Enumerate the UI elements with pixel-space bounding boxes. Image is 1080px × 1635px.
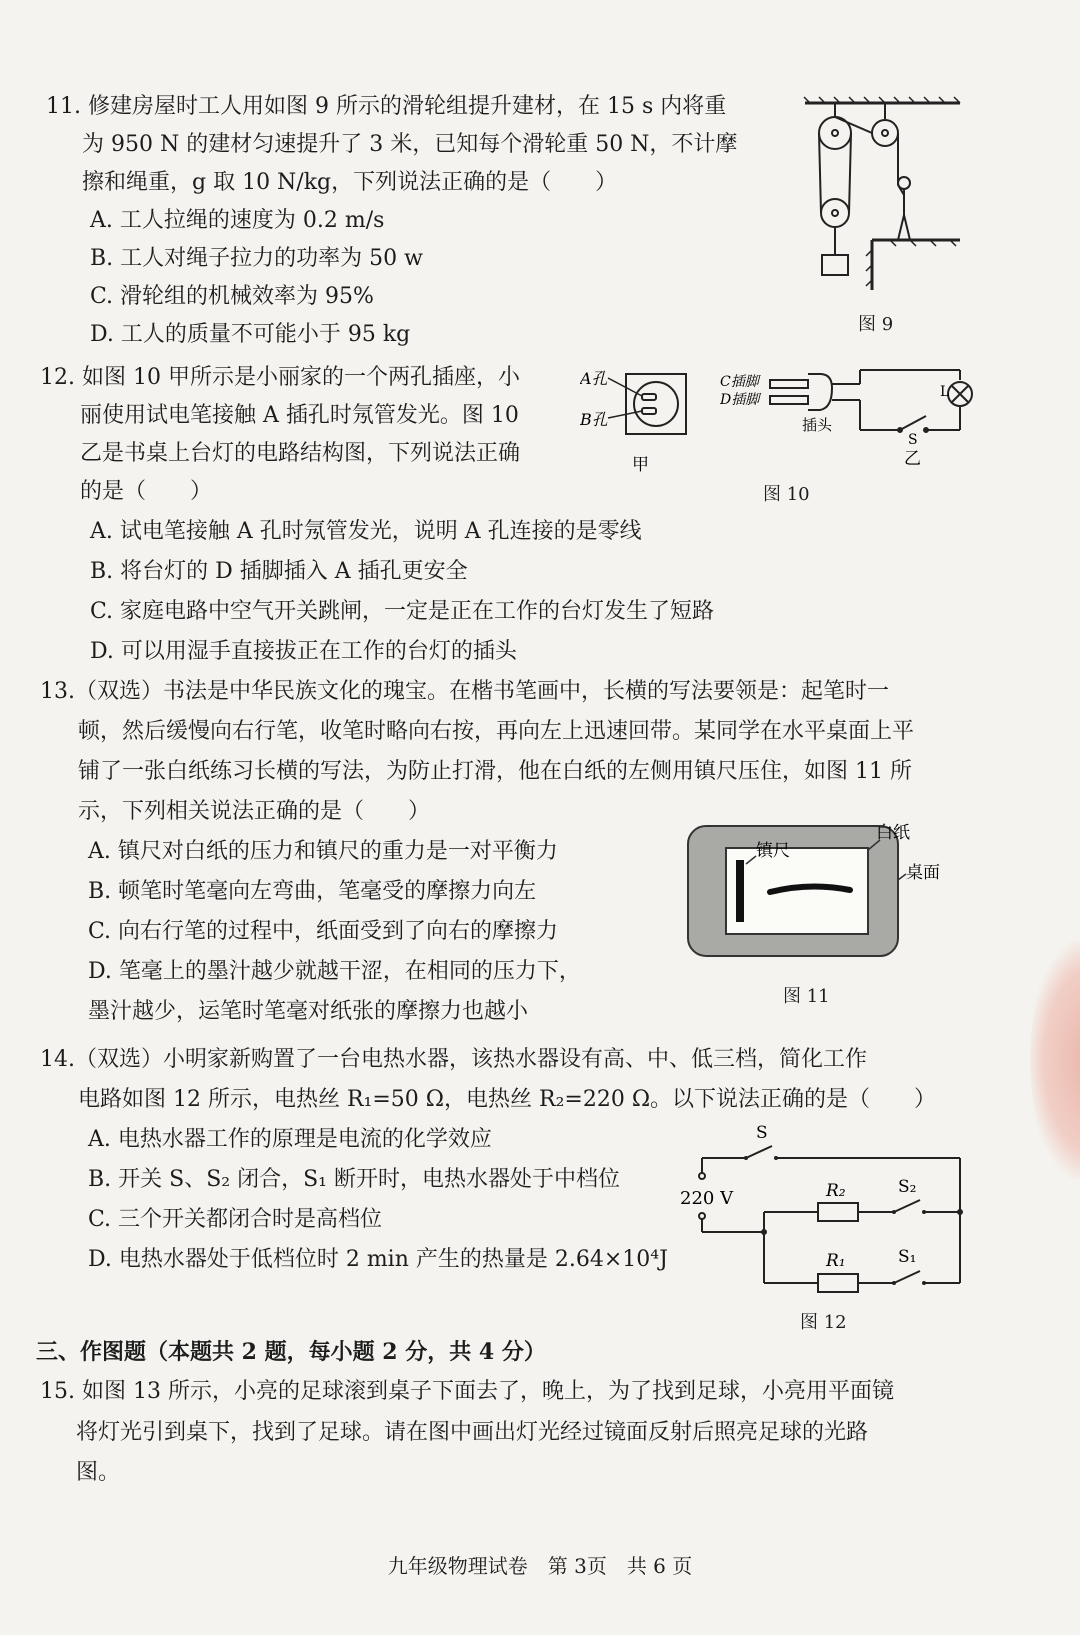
q11-option-a: A. 工人拉绳的速度为 0.2 m/s [90, 208, 385, 233]
q11-option-d: D. 工人的质量不可能小于 95 kg [90, 322, 411, 347]
figure-9-pulley [800, 95, 970, 295]
fig10-d-pin-label: D插脚 [720, 392, 760, 408]
figure-12-heater-circuit [680, 1118, 970, 1296]
fig10-yi-label: 乙 [904, 449, 921, 469]
q13-option-d-2: 墨汁越少，运笔时笔毫对纸张的摩擦力也越小 [88, 999, 529, 1024]
q13-option-a: A. 镇尺对白纸的压力和镇尺的重力是一对平衡力 [88, 839, 558, 864]
finger-blur [1030, 940, 1080, 1180]
fig10-a-hole-label: A孔 [580, 370, 608, 388]
figure-10-caption: 图 10 [763, 484, 810, 505]
q11-stem-2: 为 950 N 的建材匀速提升了 3 米，已知每个滑轮重 50 N，不计摩 [82, 132, 738, 157]
q12-stem-3: 乙是书桌上台灯的电路结构图，下列说法正确 [80, 441, 521, 466]
q12-stem-2: 丽使用试电笔接触 A 插孔时氖管发光。图 10 [80, 403, 519, 428]
q11-option-c: C. 滑轮组的机械效率为 95% [90, 284, 374, 309]
section-3-heading: 三、作图题（本题共 2 题，每小题 2 分，共 4 分） [36, 1339, 546, 1365]
q11-option-b: B. 工人对绳子拉力的功率为 50 w [90, 246, 423, 271]
q15-stem-2: 将灯光引到桌下，找到了足球。请在图中画出灯光经过镜面反射后照亮足球的光路 [76, 1420, 869, 1445]
fig12-r1-label: R₁ [826, 1251, 846, 1271]
q13-stem-3: 铺了一张白纸练习长横的写法，为防止打滑，他在白纸的左侧用镇尺压住，如图 11 所 [78, 759, 912, 784]
fig12-s1-label: S₁ [898, 1247, 917, 1267]
q12-stem-4: 的是（ ） [80, 479, 213, 504]
fig11-desk-label: 桌面 [906, 863, 940, 883]
fig12-s2-label: S₂ [898, 1177, 917, 1197]
fig12-voltage-label: 220 V [680, 1188, 734, 1209]
fig10-c-pin-label: C插脚 [720, 374, 759, 390]
q12-option-a: A. 试电笔接触 A 孔时氖管发光，说明 A 孔连接的是零线 [90, 519, 642, 544]
fig10-plug-label: 插头 [802, 416, 833, 434]
fig12-s-label: S [756, 1123, 768, 1143]
q13-option-d-1: D. 笔毫上的墨汁越少就越干涩，在相同的压力下， [88, 959, 581, 984]
page-footer: 九年级物理试卷 第 3页 共 6 页 [387, 1554, 693, 1578]
q12-option-c: C. 家庭电路中空气开关跳闸，一定是正在工作的台灯发生了短路 [90, 599, 715, 624]
q15-stem-3: 图。 [76, 1460, 121, 1485]
figure-9-caption: 图 9 [858, 314, 894, 335]
fig11-ruler-label: 镇尺 [756, 841, 790, 861]
fig12-r2-label: R₂ [826, 1181, 846, 1201]
figure-12-caption: 图 12 [800, 1312, 847, 1333]
fig10-switch-label: S [908, 432, 918, 448]
q13-stem-1: 13.（双选）书法是中华民族文化的瑰宝。在楷书笔画中，长横的写法要领是：起笔时一 [40, 679, 889, 704]
q13-stem-4: 示，下列相关说法正确的是（ ） [78, 799, 431, 824]
fig10-jia-label: 甲 [632, 455, 649, 475]
figure-11-desk [680, 820, 980, 970]
figure-10-socket [580, 370, 700, 480]
fig10-lamp-label: L [940, 384, 950, 400]
q12-option-b: B. 将台灯的 D 插脚插入 A 插孔更安全 [90, 559, 468, 584]
fig11-ruler [736, 860, 744, 922]
q15-stem-1: 15. 如图 13 所示，小亮的足球滚到桌子下面去了，晚上，为了找到足球，小亮用平面镜 [40, 1379, 894, 1404]
q12-option-d: D. 可以用湿手直接拔正在工作的台灯的插头 [90, 639, 517, 664]
fig11-paper-label: 白纸 [876, 823, 910, 843]
figure-11-caption: 图 11 [783, 986, 830, 1007]
q12-stem-1: 12. 如图 10 甲所示是小丽家的一个两孔插座，小 [40, 365, 520, 390]
figure-10-lamp-circuit [720, 368, 990, 480]
q13-option-b: B. 顿笔时笔毫向左弯曲，笔毫受的摩擦力向左 [88, 879, 537, 904]
q13-stem-2: 顿，然后缓慢向右行笔，收笔时略向右按，再向左上迅速回带。某同学在水平桌面上平 [78, 719, 915, 744]
q13-option-c: C. 向右行笔的过程中，纸面受到了向右的摩擦力 [88, 919, 559, 944]
q11-stem-3: 擦和绳重，g 取 10 N/kg，下列说法正确的是（ ） [82, 170, 618, 195]
q14-stem-1: 14.（双选）小明家新购置了一台电热水器，该热水器设有高、中、低三档，简化工作 [40, 1047, 867, 1072]
q14-stem-2: 电路如图 12 所示，电热丝 R₁=50 Ω，电热丝 R₂=220 Ω。以下说法正确的是（ ） [78, 1087, 937, 1112]
q14-option-b: B. 开关 S、S₂ 闭合，S₁ 断开时，电热水器处于中档位 [88, 1167, 620, 1192]
q11-stem-1: 11. 修建房屋时工人用如图 9 所示的滑轮组提升建材，在 15 s 内将重 [46, 94, 727, 119]
fig10-b-hole-label: B孔 [580, 410, 608, 429]
q14-option-a: A. 电热水器工作的原理是电流的化学效应 [88, 1127, 492, 1152]
q14-option-c: C. 三个开关都闭合时是高档位 [88, 1207, 383, 1232]
q14-option-d: D. 电热水器处于低档位时 2 min 产生的热量是 2.64×10⁴J [88, 1247, 668, 1272]
